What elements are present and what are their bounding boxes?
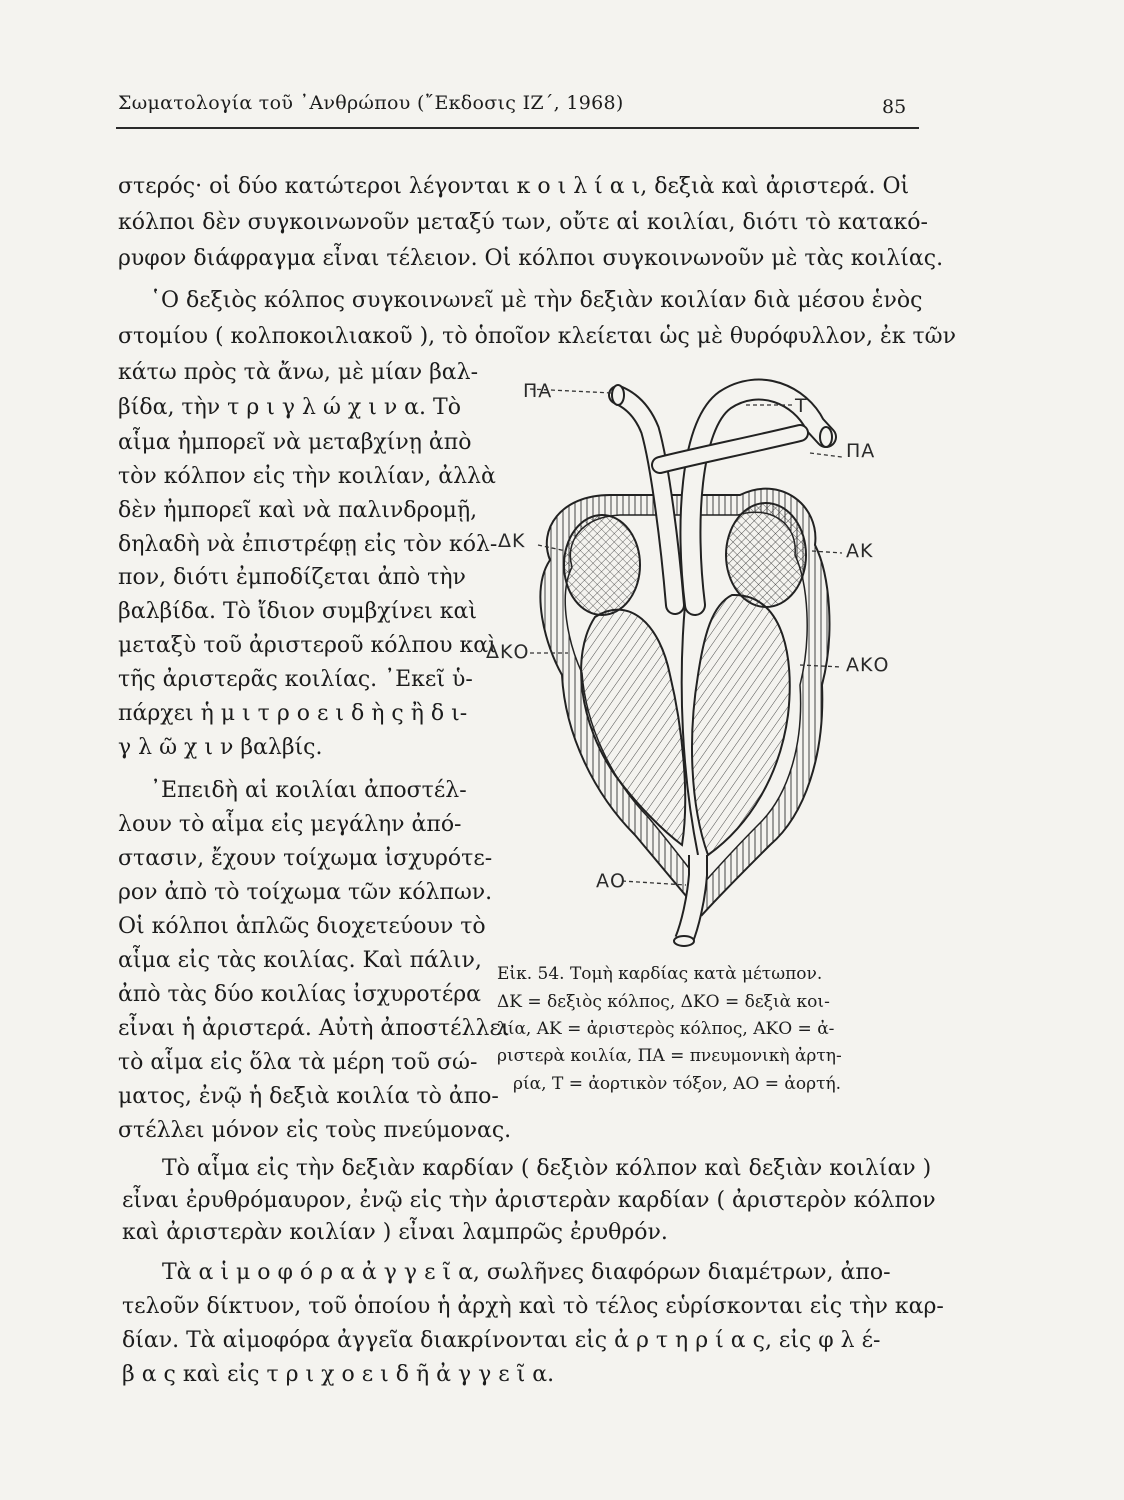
column-line-19: ἀπὸ τὰς δύο κοιλίας ἰσχυροτέρα	[118, 982, 481, 1007]
body-line-5: στομίου ( κολποκοιλιακοῦ ), τὸ ὁποῖον κλείεται ὡς μὲ θυρόφυλλον, ἐκ τῶν	[118, 324, 956, 349]
column-line-16: ρον ἀπὸ τὸ τοίχωμα τῶν κόλπων.	[118, 880, 493, 905]
closing-line-7: β α ς καὶ εἰς τ ρ ι χ ο ε ι δ ῆ ἀ γ γ ε ῖ α.	[122, 1362, 555, 1387]
left-atrium-chamber	[726, 503, 806, 607]
column-line-2: βίδα, τὴν τ ρ ι γ λ ώ χ ι ν α. Τὸ	[118, 395, 461, 420]
column-line-22: ματος, ἐνῷ ἡ δεξιὰ κοιλία τὸ ἀπο-	[118, 1084, 499, 1109]
column-line-12: γ λ ῶ χ ι ν βαλβίς.	[118, 735, 323, 760]
column-line-18: αἷμα εἰς τὰς κοιλίας. Καὶ πάλιν,	[118, 948, 482, 973]
label-right-atrium: ΔΚ	[498, 530, 526, 552]
column-line-3: αἷμα ἠμπορεῖ νὰ μεταβχίνῃ ἀπὸ	[118, 430, 472, 455]
column-line-7: πον, διότι ἐμποδίζεται ἀπὸ τὴν	[118, 565, 466, 590]
label-pulmonary-artery-left: ΠΑ	[523, 380, 553, 402]
column-line-5: δὲν ἠμπορεῖ καὶ νὰ παλινδρομῇ,	[118, 498, 478, 523]
column-line-6: δηλαδὴ νὰ ἐπιστρέφῃ εἰς τὸν κόλ-	[118, 532, 498, 557]
figure-caption-line-5: ρία, Τ = ἀορτικὸν τόξον, ΑΟ = ἀορτή.	[513, 1074, 842, 1094]
label-left-ventricle: ΑΚΟ	[846, 654, 890, 676]
column-line-1: κάτω πρὸς τὰ ἄνω, μὲ μίαν βαλ-	[118, 360, 479, 385]
label-aortic-arch: Τ	[795, 395, 808, 417]
body-line-1: στερός· οἱ δύο κατώτεροι λέγονται κ ο ι λ ί α ι, δεξιὰ καὶ ἀριστερά. Οἱ	[118, 174, 910, 199]
figure-caption-line-2: ΔΚ = δεξιὸς κόλπος, ΔΚΟ = δεξιὰ κοι-	[497, 992, 830, 1012]
figure-caption-line-4: ριστερὰ κοιλία, ΠΑ = πνευμονικὴ ἀρτη-	[497, 1046, 842, 1066]
label-right-ventricle: ΔΚΟ	[486, 641, 530, 663]
column-line-23: στέλλει μόνον εἰς τοὺς πνεύμονας.	[118, 1118, 512, 1143]
right-atrium-chamber	[564, 515, 640, 615]
figure-caption-line-1: Εἰκ. 54. Τομὴ καρδίας κατὰ μέτωπον.	[497, 964, 823, 984]
label-pulmonary-artery-right: ΠΑ	[846, 440, 876, 462]
column-line-13: ᾿Επειδὴ αἱ κοιλίαι ἀποστέλ-	[150, 778, 467, 803]
figure-caption-line-3: λία, ΑΚ = ἀριστερὸς κόλπος, ΑΚΟ = ἀ-	[497, 1019, 835, 1039]
column-line-11: πάρχει ἡ μ ι τ ρ ο ε ι δ ὴ ς ἢ δ ι-	[118, 701, 468, 726]
column-line-15: στασιν, ἔχουν τοίχωμα ἰσχυρότε-	[118, 846, 493, 871]
body-line-4: ῾Ο δεξιὸς κόλπος συγκοινωνεῖ μὲ τὴν δεξιὰν κοιλίαν διὰ μέσου ἑνὸς	[150, 288, 923, 313]
body-line-2: κόλποι δὲν συγκοινωνοῦν μεταξύ των, οὔτε αἱ κοιλίαι, διότι τὸ κατακό-	[118, 210, 928, 235]
column-line-21: τὸ αἷμα εἰς ὅλα τὰ μέρη τοῦ σώ-	[118, 1050, 478, 1075]
label-aorta: ΑΟ	[596, 870, 626, 892]
label-left-atrium: ΑΚ	[846, 540, 874, 562]
column-line-8: βαλβίδα. Τὸ ἴδιον συμβχίνει καὶ	[118, 599, 477, 624]
closing-line-3: καὶ ἀριστερὰν κοιλίαν ) εἶναι λαμπρῶς ἐρυθρόν.	[122, 1220, 668, 1245]
header-rule	[116, 127, 919, 129]
closing-line-5: τελοῦν δίκτυον, τοῦ ὁποίου ἡ ἀρχὴ καὶ τὸ τέλος εὑρίσκονται εἰς τὴν καρ-	[122, 1294, 944, 1319]
body-line-3: ρυφον διάφραγμα εἶναι τέλειον. Οἱ κόλποι συγκοινωνοῦν μὲ τὰς κοιλίας.	[118, 246, 944, 271]
column-line-20: εἶναι ἡ ἀριστερά. Αὐτὴ ἀποστέλλει	[118, 1016, 510, 1041]
column-line-9: μεταξὺ τοῦ ἀριστεροῦ κόλπου καὶ	[118, 633, 497, 658]
page-number: 85	[882, 96, 907, 118]
closing-line-1: Τὸ αἷμα εἰς τὴν δεξιὰν καρδίαν ( δεξιὸν κόλπον καὶ δεξιὰν κοιλίαν )	[162, 1156, 932, 1181]
closing-line-6: δίαν. Τὰ αἱμοφόρα ἀγγεῖα διακρίνονται εἰς ἀ ρ τ η ρ ί α ς, εἰς φ λ έ-	[122, 1328, 881, 1353]
closing-line-2: εἶναι ἐρυθρόμαυρον, ἐνῷ εἰς τὴν ἀριστερὰν καρδίαν ( ἀριστερὸν κόλπον	[122, 1188, 936, 1213]
column-line-4: τὸν κόλπον εἰς τὴν κοιλίαν, ἀλλὰ	[118, 464, 496, 489]
column-line-14: λουν τὸ αἷμα εἰς μεγάλην ἀπό-	[118, 812, 462, 837]
column-line-10: τῆς ἀριστερᾶς κοιλίας. ᾿Εκεῖ ὑ-	[118, 667, 473, 692]
running-title: Σωματολογία τοῦ ᾿Ανθρώπου (῎Εκδοσις ΙΖ΄, 1968)	[118, 92, 624, 114]
column-line-17: Οἱ κόλποι ἁπλῶς διοχετεύουν τὸ	[118, 914, 486, 939]
closing-line-4: Τὰ α ἱ μ ο φ ό ρ α ἀ γ γ ε ῖ α, σωλῆνες διαφόρων διαμέτρων, ἀπο-	[162, 1260, 891, 1285]
